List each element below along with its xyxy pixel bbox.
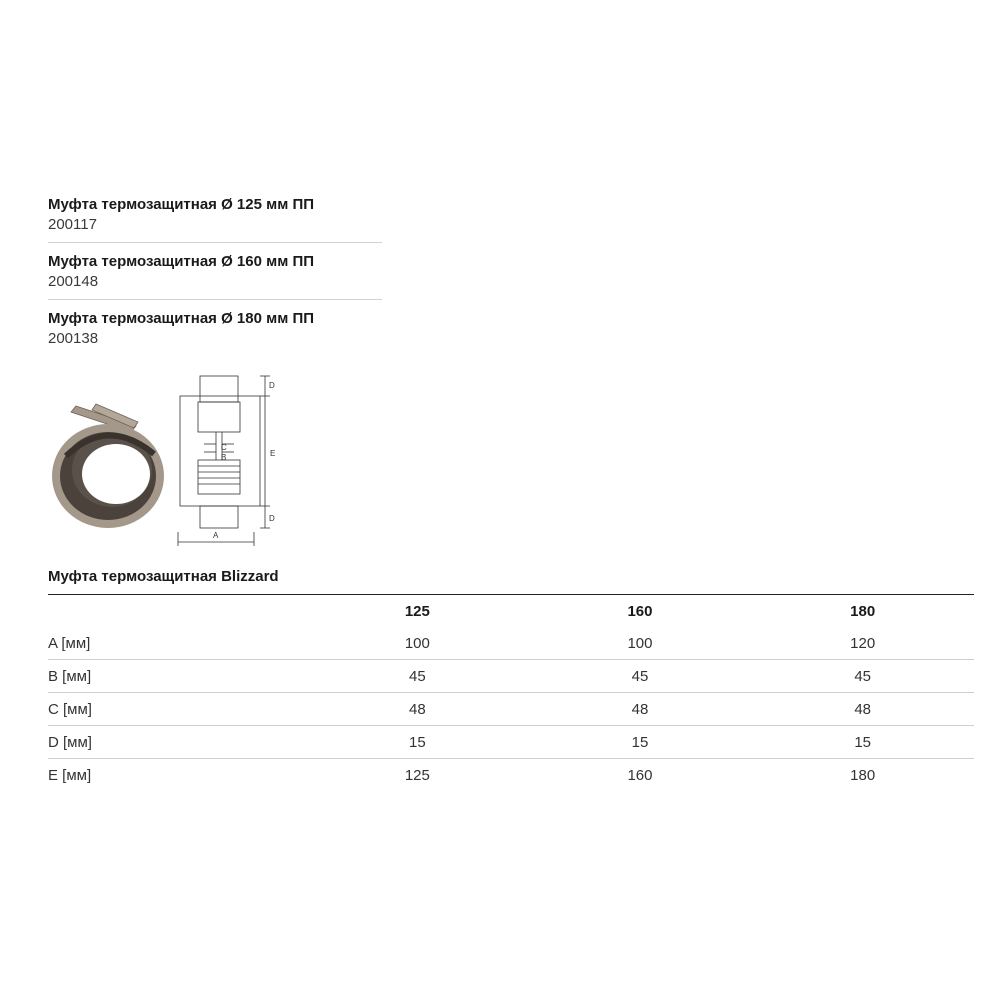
table-cell: 48 [529,693,752,726]
table-cell: 180 [850,766,876,784]
row-label: E [мм] [48,766,92,784]
table-cell: 100 [529,627,752,660]
dimension-drawing [170,372,285,547]
table-row [48,693,974,726]
spec-table [48,594,974,791]
header-cell: 125 [404,602,430,620]
table-cell: 48 [751,693,974,726]
row-label: A [мм] [48,627,306,660]
dim-label-c: C [221,443,227,452]
dim-label-b: B [221,453,227,462]
product-item [48,243,382,300]
dim-label-d-top: D [269,381,275,390]
table-cell: 48 [306,693,529,726]
product-name: Муфта термозащитная Ø 160 мм ПП [48,253,315,270]
product-code: 200138 [48,330,99,347]
dim-label-d-bottom: D [269,514,275,523]
table-header-row [48,595,974,628]
dim-label-e: E [270,449,276,458]
table-row [48,726,974,759]
product-code: 200148 [48,273,99,290]
table-row [48,660,974,693]
product-name: Муфта термозащитная Ø 180 мм ПП [48,310,315,327]
table-cell: 15 [751,726,974,759]
header-cell: 180 [850,602,876,620]
product-list [48,193,382,356]
row-label: B [мм] [48,660,306,693]
table-cell: 45 [529,660,752,693]
header-cell [48,595,306,628]
sleeve-photo [46,396,166,531]
table-cell: 160 [627,766,653,784]
table-cell: 15 [529,726,752,759]
table-cell: 125 [404,766,430,784]
product-code: 200117 [48,216,97,233]
product-item [48,193,382,243]
row-label: D [мм] [48,726,306,759]
table-row [48,759,974,792]
table-cell: 100 [306,627,529,660]
dim-label-a: A [213,531,219,540]
table-cell: 45 [306,660,529,693]
table-cell: 45 [751,660,974,693]
table-cell: 120 [751,627,974,660]
table-title: Муфта термозащитная Blizzard [48,568,279,585]
table-row [48,627,974,660]
table-cell: 15 [306,726,529,759]
product-item [48,300,382,356]
header-cell: 160 [627,602,653,620]
row-label: C [мм] [48,693,306,726]
product-name: Муфта термозащитная Ø 125 мм ПП [48,196,315,213]
